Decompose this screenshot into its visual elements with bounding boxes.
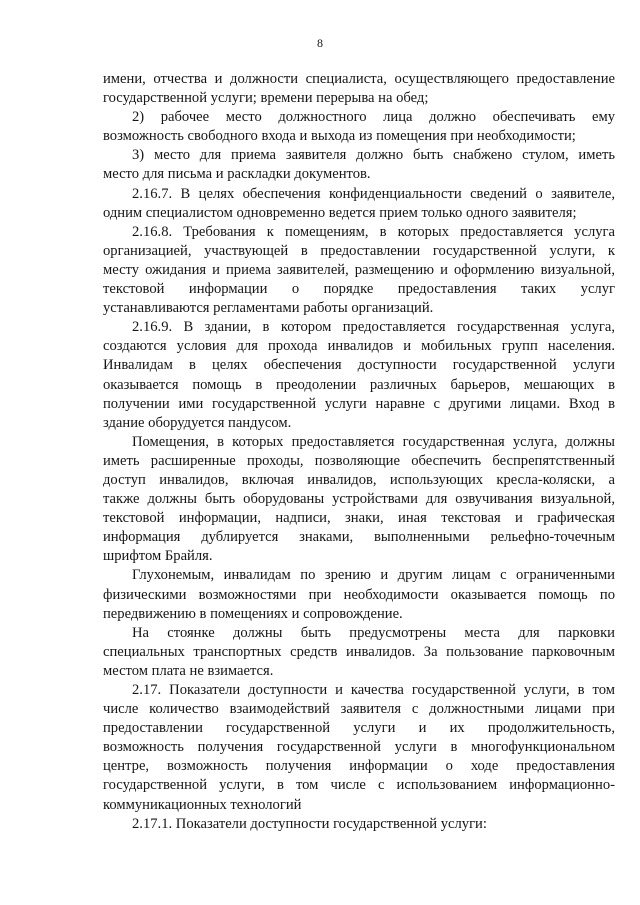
text-line: также должны быть оборудованы устройствами для озвучивания визуальной, — [103, 491, 615, 508]
text-line: 2.16.8. Требования к помещениям, в которых предоставляется услуга — [132, 223, 615, 240]
text-line: предоставлении государственной услуги и их продолжительность, — [103, 720, 615, 737]
paragraph-2-16-9 — [103, 318, 615, 433]
document-body — [103, 70, 615, 834]
text-line: 3) место для приема заявителя должно быть снабжено стулом, иметь — [132, 147, 615, 164]
text-line: Помещения, в которых предоставляется государственная услуга, должны — [132, 433, 615, 450]
text-line: государственной услуги; времени перерыва на обед; — [103, 90, 429, 107]
text-line: На стоянке должны быть предусмотрены места для парковки — [132, 624, 615, 641]
text-line: одним специалистом одновременно ведется прием только одного заявителя; — [103, 204, 577, 221]
paragraph-premises — [103, 433, 615, 567]
text-line: государственной услуги, в том числе с использованием информационно- — [103, 777, 615, 794]
text-line: центре, возможность получения информации о ходе предоставления — [103, 758, 615, 775]
text-line: здание оборудуется пандусом. — [103, 414, 292, 431]
text-line: текстовой информации о порядке предоставления таких услуг — [103, 281, 615, 298]
page-number: 8 — [317, 36, 323, 50]
paragraph-2-16-7 — [103, 185, 615, 223]
paragraph-2-17-1 — [103, 815, 615, 834]
text-line: 2.16.7. В целях обеспечения конфиденциальности сведений о заявителе, — [132, 185, 615, 202]
text-line: возможность свободного входа и выхода из помещения при необходимости; — [103, 128, 576, 145]
text-line: 2.16.9. В здании, в котором предоставляется государственная услуга, — [132, 319, 615, 336]
paragraph-2-16-8 — [103, 223, 615, 318]
text-line: шрифтом Брайля. — [103, 548, 213, 565]
text-line: возможность получения государственной услуги в многофункциональном — [103, 739, 615, 756]
paragraph-deaf-blind — [103, 566, 615, 623]
text-line: специальных транспортных средств инвалидов. За пользование парковочным — [103, 643, 615, 660]
text-line: место для письма и раскладки документов. — [103, 166, 371, 183]
text-line: передвижению в помещениях и сопровождение. — [103, 605, 403, 622]
text-line: 2.17. Показатели доступности и качества государственной услуги, в том — [132, 682, 615, 698]
text-line: имени, отчества и должности специалиста, осуществляющего предоставление — [103, 71, 615, 87]
text-line: доступ инвалидов, включая инвалидов, использующих кресла-коляски, а — [103, 471, 615, 488]
paragraph-item-3 — [103, 146, 615, 184]
text-line: физическими возможностями при необходимости оказывается помощь по — [103, 586, 615, 603]
text-line: информация дублируется знаками, выполненными рельефно-точечным — [103, 529, 615, 546]
text-line: создаются условия для прохода инвалидов и мобильных групп населения. — [103, 338, 615, 355]
text-line: Глухонемым, инвалидам по зрению и другим лицам с ограниченными — [132, 567, 615, 584]
text-line: коммуникационных технологий — [103, 796, 302, 813]
paragraph-item-2 — [103, 108, 615, 146]
text-line: 2) рабочее место должностного лица должно обеспечивать ему — [132, 109, 615, 126]
text-line: Инвалидам в целях обеспечения доступности государственной услуги — [103, 357, 615, 374]
paragraph-continuation — [103, 70, 615, 108]
text-line: числе количество взаимодействий заявителя с должностными лицами при — [103, 701, 615, 718]
text-line: 2.17.1. Показатели доступности государственной услуги: — [132, 815, 487, 832]
text-line: организацией, участвующей в предоставлении государственной услуги, к — [103, 242, 615, 259]
text-line: устанавливаются регламентами работы организаций. — [103, 300, 434, 317]
text-line: месту ожидания и приема заявителей, размещению и оформлению визуальной, — [103, 261, 615, 278]
paragraph-parking — [103, 624, 615, 681]
text-line: местом плата не взимается. — [103, 662, 274, 679]
text-line: текстовой информации, надписи, знаки, иная текстовая и графическая — [103, 510, 615, 527]
text-line: иметь расширенные проходы, позволяющие обеспечить беспрепятственный — [103, 452, 615, 469]
paragraph-2-17 — [103, 681, 615, 815]
text-line: оказывается помощь в преодолении различных барьеров, мешающих в — [103, 376, 615, 393]
text-line: получении ими государственной услуги наравне с другими лицами. Вход в — [103, 395, 615, 412]
